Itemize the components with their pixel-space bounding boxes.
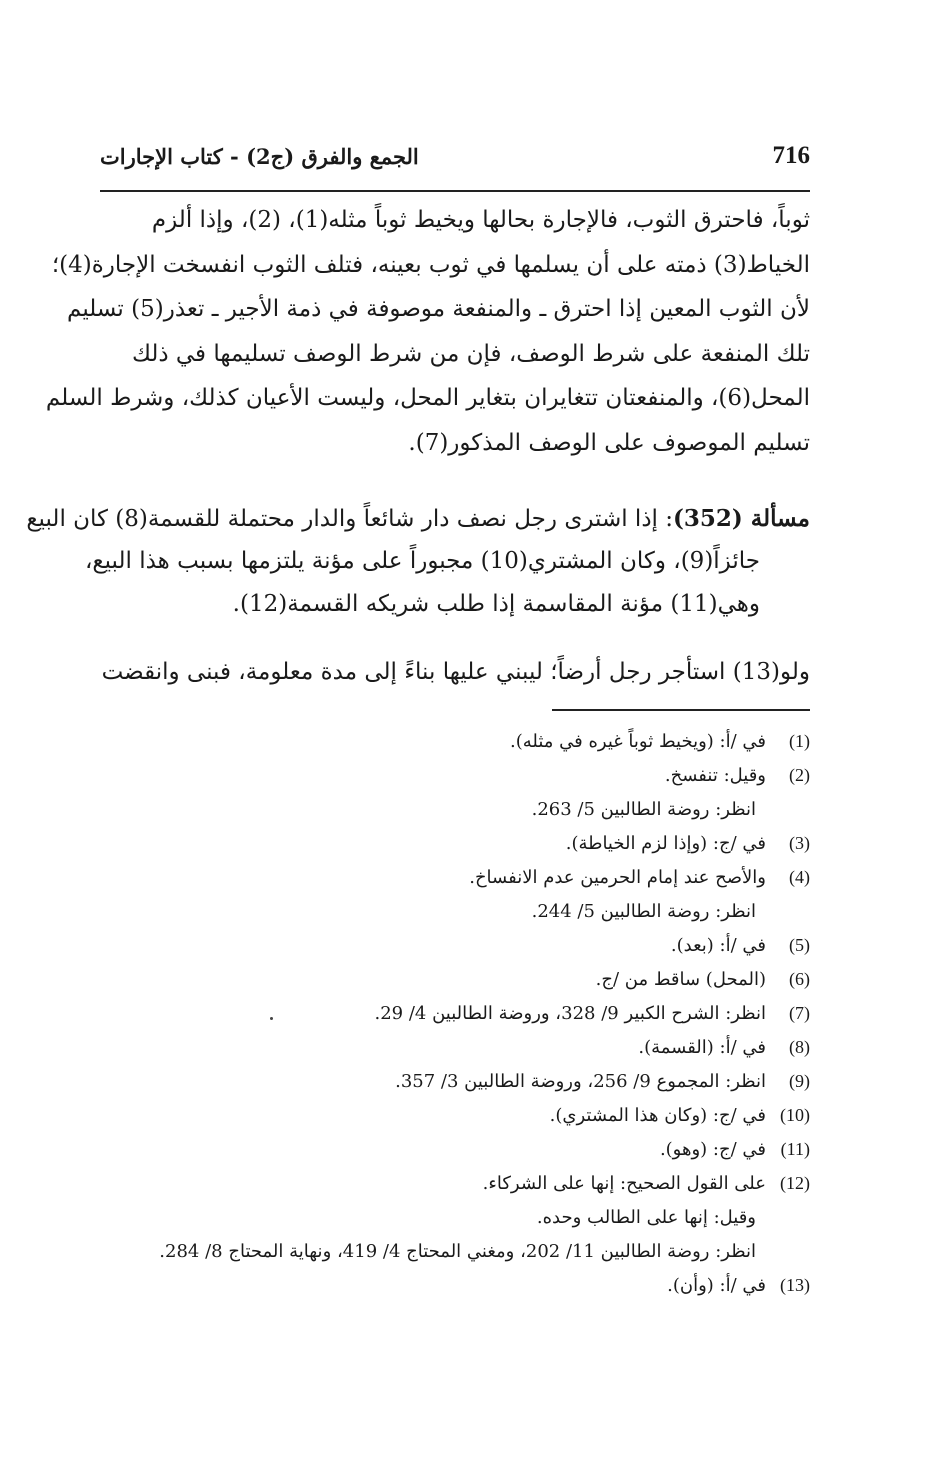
page-number: 716 [772,142,810,169]
footnote-row [100,996,810,1030]
footnote-text: انظر: المجموع 9/ 256، وروضة الطالبين 3/ 357. [395,1070,766,1092]
paragraph-main [45,198,810,465]
footnote-number: (5) [789,934,810,955]
text-line: الخياط(3) ذمته على أن يسلمها في ثوب بعينه، فتلف الثوب انفسخت الإجارة(4)؛ [51,251,810,278]
footnote-continuation: انظر: روضة الطالبين 5/ 244. [531,900,756,922]
footnote-row [100,860,810,894]
footnote-number: (9) [789,1070,810,1091]
footnote-number: (6) [789,968,810,989]
footnote-separator [552,709,810,711]
stray-dot [270,1017,273,1020]
footnote-row [100,1132,810,1166]
footnote-text: في /ج: (وهو). [659,1138,766,1160]
text-line: : إذا اشترى رجل نصف دار شائعاً والدار محتملة للقسمة(8) كان البيع [26,506,674,532]
text-line: جائزاً(9)، وكان المشتري(10) مجبوراً على مؤنة يلتزمها بسبب هذا البيع، [84,548,760,574]
footnote-continuation: انظر: روضة الطالبين 5/ 263. [531,798,756,820]
footnote-text: وقيل: تنفسخ. [664,764,766,786]
footnote-text: في /أ: (القسمة). [638,1036,766,1058]
footnote-row [100,962,810,996]
footnote-row [100,1098,810,1132]
footnote-row [100,928,810,962]
footnotes [100,724,810,1302]
footnote-row [100,1064,810,1098]
running-title: الجمع والفرق (ج2) - كتاب الإجارات [100,144,419,169]
text-line: تسليم الموصوف على الوصف المذكور(7). [408,429,810,456]
text-line: المحل(6)، والمنفعتان تتغايران بتغاير المحل، وليست الأعيان كذلك، وشرط السلم [45,385,810,411]
footnote-row [100,724,810,758]
text-line: وهي(11) مؤنة المقاسمة إذا طلب شريكه القسمة(12). [232,591,760,617]
footnote-row [100,1268,810,1302]
footnote-text: في /أ: (وأن). [667,1274,766,1296]
footnote-continuation: وقيل: إنها على الطالب وحده. [536,1206,756,1228]
page-header [100,142,810,186]
footnote-row [100,758,810,792]
footnote-text: في /ج: (وكان هذا المشتري). [549,1104,766,1126]
masala-label: مسألة (352) [673,505,810,532]
footnote-number: (10) [780,1104,810,1125]
footnote-row [100,1030,810,1064]
footnote-number: (4) [789,866,810,887]
footnote-text: في /ج: (وإذا لزم الخياطة). [565,832,766,854]
footnote-row [100,826,810,860]
footnote-row [100,1166,810,1200]
footnote-number: (8) [789,1036,810,1057]
footnote-text: والأصح عند إمام الحرمين عدم الانفساخ. [469,866,766,888]
text-line: ثوباً، فاحترق الثوب، فالإجارة بحالها ويخيط ثوباً مثله(1)، (2)، وإذا ألزم [151,207,810,233]
footnote-number: (11) [780,1138,810,1159]
footnote-number: (1) [789,730,810,751]
footnote-number: (2) [789,764,810,785]
footnote-continuation: انظر: روضة الطالبين 11/ 202، ومغني المحتاج 4/ 419، ونهاية المحتاج 8/ 284. [159,1240,756,1262]
footnote-text: انظر: الشرح الكبير 9/ 328، وروضة الطالبين 4/ 29. [374,1002,766,1024]
footnote-text: في /أ: (ويخيط ثوباً غيره في مثله). [510,730,766,752]
footnote-text: (المحل) ساقط من /ج. [595,968,766,990]
text-line: تلك المنفعة على شرط الوصف، فإن من شرط الوصف تسليمها في ذلك [131,340,810,367]
footnote-text: في /أ: (بعد). [670,934,766,956]
footnote-number: (13) [780,1274,810,1295]
footnote-text: على القول الصحيح: إنها على الشركاء. [482,1172,766,1194]
footnote-number: (12) [780,1172,810,1193]
paragraph-lawo: ولو(13) استأجر رجل أرضاً؛ ليبني عليها بناءً إلى مدة معلومة، فبنى وانقضت [101,659,810,685]
masala-paragraph [26,497,810,626]
footnote-number: (3) [789,832,810,853]
masala-first-line [26,497,810,540]
footnote-number: (7) [789,1002,810,1023]
header-rule [100,190,810,192]
text-line: لأن الثوب المعين إذا احترق ـ والمنفعة موصوفة في ذمة الأجير ـ تعذر(5) تسليم [67,296,810,322]
